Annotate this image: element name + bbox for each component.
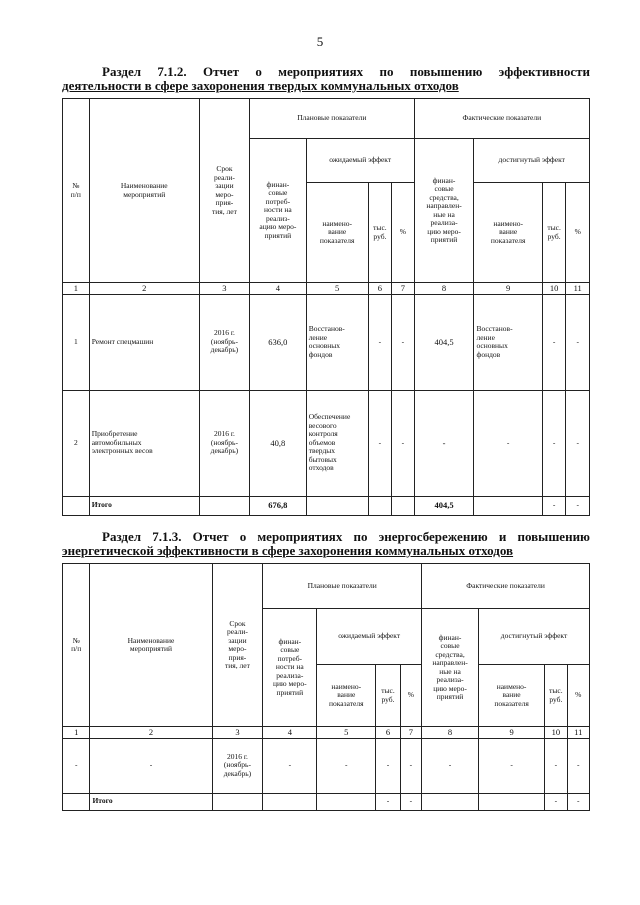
section-title-line1: Раздел 7.1.3. Отчет о мероприятиях по энергосбережению и повышению	[102, 529, 590, 544]
total-achieved-rub: -	[545, 793, 567, 810]
total-achieved-pct: -	[567, 793, 589, 810]
col-number: 11	[567, 727, 589, 739]
col-number: 9	[474, 283, 542, 295]
header-ach-indicator: наимено- вание показателя	[479, 665, 545, 727]
section-title-line1: Раздел 7.1.2. Отчет о мероприятиях по повышению эффективности	[102, 64, 590, 79]
header-ach-rub: тыс. руб.	[545, 665, 567, 727]
header-ach-rub: тыс. руб.	[542, 183, 566, 283]
achieved-rub: -	[542, 294, 566, 390]
total-achieved-pct: -	[566, 496, 590, 515]
measure-name: Ремонт спецмашин	[89, 294, 199, 390]
col-number: 10	[545, 727, 567, 739]
header-exp-rub: тыс. руб.	[376, 665, 400, 727]
header-achieved-effect: достигнутый эффект	[474, 139, 590, 183]
header-achieved-effect: достигнутый эффект	[479, 609, 590, 665]
header-plan-fin: финан- совые потреб- ности на реализа- цию меро- приятий	[263, 609, 317, 727]
plan-fin-value: 40,8	[250, 390, 307, 496]
table-section-7-1-3	[62, 563, 590, 811]
col-number: 5	[306, 283, 368, 295]
total-actual-fin	[422, 793, 479, 810]
col-number: 2	[90, 727, 212, 739]
achieved-indicator: -	[474, 390, 542, 496]
header-ach-indicator: наимено- вание показателя	[474, 183, 542, 283]
header-exp-pct: %	[392, 183, 414, 283]
achieved-pct: -	[566, 294, 590, 390]
header-np: № п/п	[63, 99, 90, 283]
header-exp-indicator: наимено- вание показателя	[317, 665, 376, 727]
col-number: 10	[542, 283, 566, 295]
total-row	[63, 793, 590, 810]
header-actual: Фактические показатели	[414, 99, 589, 139]
col-number: 6	[376, 727, 400, 739]
col-number: 3	[212, 727, 263, 739]
col-number: 3	[199, 283, 249, 295]
section-7-1-3-title	[62, 530, 590, 558]
total-row	[63, 496, 590, 515]
header-expected-effect: ожидаемый эффект	[306, 139, 414, 183]
col-number: 1	[63, 727, 90, 739]
header-np: № п/п	[63, 564, 90, 727]
total-label: Итого	[89, 496, 199, 515]
header-exp-indicator: наимено- вание показателя	[306, 183, 368, 283]
plan-fin-value: 636,0	[250, 294, 307, 390]
col-number: 2	[89, 283, 199, 295]
table-section-7-1-2	[62, 98, 590, 516]
header-exp-rub: тыс. руб.	[368, 183, 392, 283]
col-number: 1	[63, 283, 90, 295]
measure-term: 2016 г. (ноябрь- декабрь)	[199, 390, 249, 496]
header-plan-fin: финан- совые потреб- ности на реализ- ацию меро- приятий	[250, 139, 307, 283]
header-expected-effect: ожидаемый эффект	[317, 609, 422, 665]
expected-pct: -	[400, 738, 421, 793]
actual-fin-value: -	[414, 390, 474, 496]
col-number: 8	[422, 727, 479, 739]
achieved-rub: -	[542, 390, 566, 496]
expected-rub: -	[376, 738, 400, 793]
header-act-fin: финан- совые средства, направлен- ные на реализа- цию меро- приятий	[422, 609, 479, 727]
col-number: 8	[414, 283, 474, 295]
header-name: Наименование мероприятий	[89, 99, 199, 283]
col-number: 7	[400, 727, 421, 739]
table-row	[63, 738, 590, 793]
row-number: 2	[63, 390, 90, 496]
total-actual-fin: 404,5	[414, 496, 474, 515]
actual-fin-value: -	[422, 738, 479, 793]
col-number: 5	[317, 727, 376, 739]
column-number-row	[63, 283, 590, 295]
header-ach-pct: %	[566, 183, 590, 283]
expected-pct: -	[392, 390, 414, 496]
total-expected-rub: -	[376, 793, 400, 810]
expected-rub: -	[368, 294, 392, 390]
row-number: -	[63, 738, 90, 793]
col-number: 4	[263, 727, 317, 739]
expected-indicator: Обеспечение весового контроля объемов твердых бытовых отходов	[306, 390, 368, 496]
header-term: Срок реали- зации меро- прия- тия, лет	[199, 99, 249, 283]
header-exp-pct: %	[400, 665, 421, 727]
total-achieved-rub: -	[542, 496, 566, 515]
total-label: Итого	[90, 793, 212, 810]
achieved-indicator: -	[479, 738, 545, 793]
header-name: Наименование мероприятий	[90, 564, 212, 727]
row-number: 1	[63, 294, 90, 390]
section-title-line2: деятельности в сфере захоронения твердых коммунальных отходов	[62, 78, 459, 93]
expected-indicator: Восстанов- ление основных фондов	[306, 294, 368, 390]
section-7-1-2-title	[62, 65, 590, 93]
total-plan-fin	[263, 793, 317, 810]
col-number: 4	[250, 283, 307, 295]
header-actual: Фактические показатели	[422, 564, 590, 609]
col-number: 7	[392, 283, 414, 295]
section-title-line2: энергетической эффективности в сфере захоронения коммунальных отходов	[62, 543, 514, 558]
header-ach-pct: %	[567, 665, 589, 727]
total-expected-pct: -	[400, 793, 421, 810]
achieved-indicator: Восстанов- ление основных фондов	[474, 294, 542, 390]
col-number: 6	[368, 283, 392, 295]
col-number: 11	[566, 283, 590, 295]
header-term: Срок реали- зации меро- прия- тия, лет	[212, 564, 263, 727]
header-act-fin: финан- совые средства, направлен- ные на реализа- цию меро- приятий	[414, 139, 474, 283]
measure-term: 2016 г. (ноябрь- декабрь)	[199, 294, 249, 390]
table-row	[63, 390, 590, 496]
col-number: 9	[479, 727, 545, 739]
page-number: 5	[316, 34, 324, 49]
header-planned: Плановые показатели	[250, 99, 415, 139]
measure-name: Приобретение автомобильных электронных весов	[89, 390, 199, 496]
plan-fin-value: -	[263, 738, 317, 793]
achieved-rub: -	[545, 738, 567, 793]
column-number-row	[63, 727, 590, 739]
achieved-pct: -	[567, 738, 589, 793]
measure-name: -	[90, 738, 212, 793]
expected-rub: -	[368, 390, 392, 496]
header-planned: Плановые показатели	[263, 564, 422, 609]
actual-fin-value: 404,5	[414, 294, 474, 390]
total-plan-fin: 676,8	[250, 496, 307, 515]
expected-indicator: -	[317, 738, 376, 793]
table-row	[63, 294, 590, 390]
measure-term: 2016 г. (ноябрь- декабрь)	[212, 738, 263, 793]
expected-pct: -	[392, 294, 414, 390]
achieved-pct: -	[566, 390, 590, 496]
